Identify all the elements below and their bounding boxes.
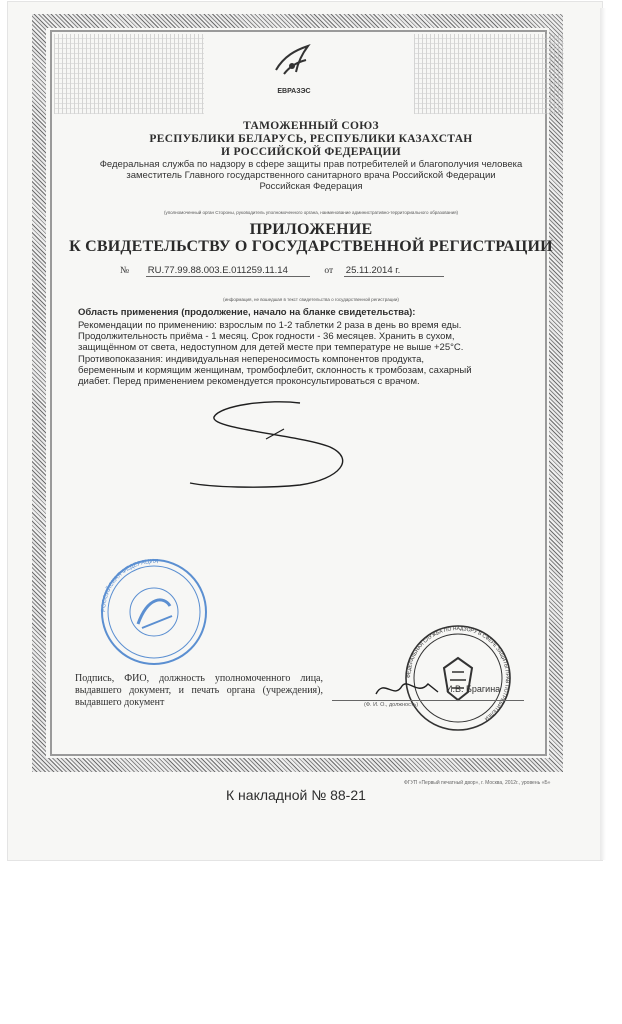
registration-number: RU.77.99.88.003.E.011259.11.14: [146, 265, 310, 277]
waybill-annotation: К накладной № 88-21: [226, 787, 366, 803]
signer-caption: (Ф. И. О., должность): [364, 702, 419, 708]
signature-line: [332, 700, 524, 701]
agency-line-1: Федеральная служба по надзору в сфере защиты прав потребителей и благополучия человека: [99, 159, 523, 170]
emblem-label: ЕВРАЗЭС: [277, 88, 311, 95]
header-line-3: И РОССИЙСКОЙ ФЕДЕРАЦИИ: [221, 146, 401, 158]
title-line-1: ПРИЛОЖЕНИЕ: [249, 221, 373, 238]
registration-date: 25.11.2014 г.: [344, 265, 444, 277]
scope-paragraph: Рекомендации по применению: взрослым по 1-2 таблетки 2 раза в день во время еды. Продолжительность приёма - 1 месяц. Срок годности - 36 месяцев. Хранить в сухом, защищённом от света, недоступном для детей месте при температуре не выше +25°С. Противопоказания: индивидуальная непереносимость компонентов продукта, беременным и кормящим женщинам, тромбофлебит, склонность к тромбозам, сахарный диабет. Перед применением рекомендуется проконсультироваться с врачом.: [78, 320, 472, 388]
date-label: от: [324, 266, 334, 276]
number-label: №: [120, 266, 130, 276]
scope-heading: Область применения (продолжение, начало на бланке свидетельства):: [78, 307, 416, 318]
signatory-caption: Подпись, ФИО, должность уполномоченного лица, выдавшего документ, и печать органа (учреждения), выдавшего документ: [75, 673, 323, 708]
signature-scribble: [180, 395, 380, 495]
printer-note: ФГУП «Первый печатный двор», г. Москва, 2012г., уровень «Б»: [404, 780, 551, 786]
official-seal-blue: [98, 556, 210, 668]
agency-line-3: Российская Федерация: [259, 181, 363, 192]
title-line-2: К СВИДЕТЕЛЬСТВУ О ГОСУДАРСТВЕННОЙ РЕГИСТРАЦИИ: [69, 238, 553, 255]
signer-signature: [372, 674, 442, 702]
authority-caption: (уполномоченный орган Стороны, руководитель уполномоченного органа, наименование административно-территориального образования): [163, 210, 459, 215]
eurasec-emblem-icon: [262, 36, 322, 96]
ornament-right: [414, 34, 564, 114]
registration-caption: (информация, не вошедшая в текст свидетельства о государственной регистрации): [223, 297, 399, 302]
ornament-left: [54, 34, 204, 114]
header-line-1: ТАМОЖЕННЫЙ СОЮЗ: [243, 120, 379, 132]
signer-name: И.В. Брагина: [446, 684, 501, 694]
header-line-2: РЕСПУБЛИКИ БЕЛАРУСЬ, РЕСПУБЛИКИ КАЗАХСТАН: [149, 133, 473, 145]
agency-line-2: заместитель Главного государственного санитарного врача Российской Федерации: [126, 170, 496, 181]
svg-text:ФЕДЕРАЛЬНАЯ СЛУЖБА ПО НАДЗОРУ: ФЕДЕРАЛЬНАЯ СЛУЖБА ПО НАДЗОРУ В СФЕРЕ ЗАЩИТЫ ПРАВ ПОТРЕБИТЕЛЕЙ: [405, 625, 511, 722]
svg-text:РОССИЙСКАЯ ФЕДЕРАЦИЯ: РОССИЙСКАЯ ФЕДЕРАЦИЯ: [100, 558, 159, 613]
registration-line: [120, 265, 444, 277]
